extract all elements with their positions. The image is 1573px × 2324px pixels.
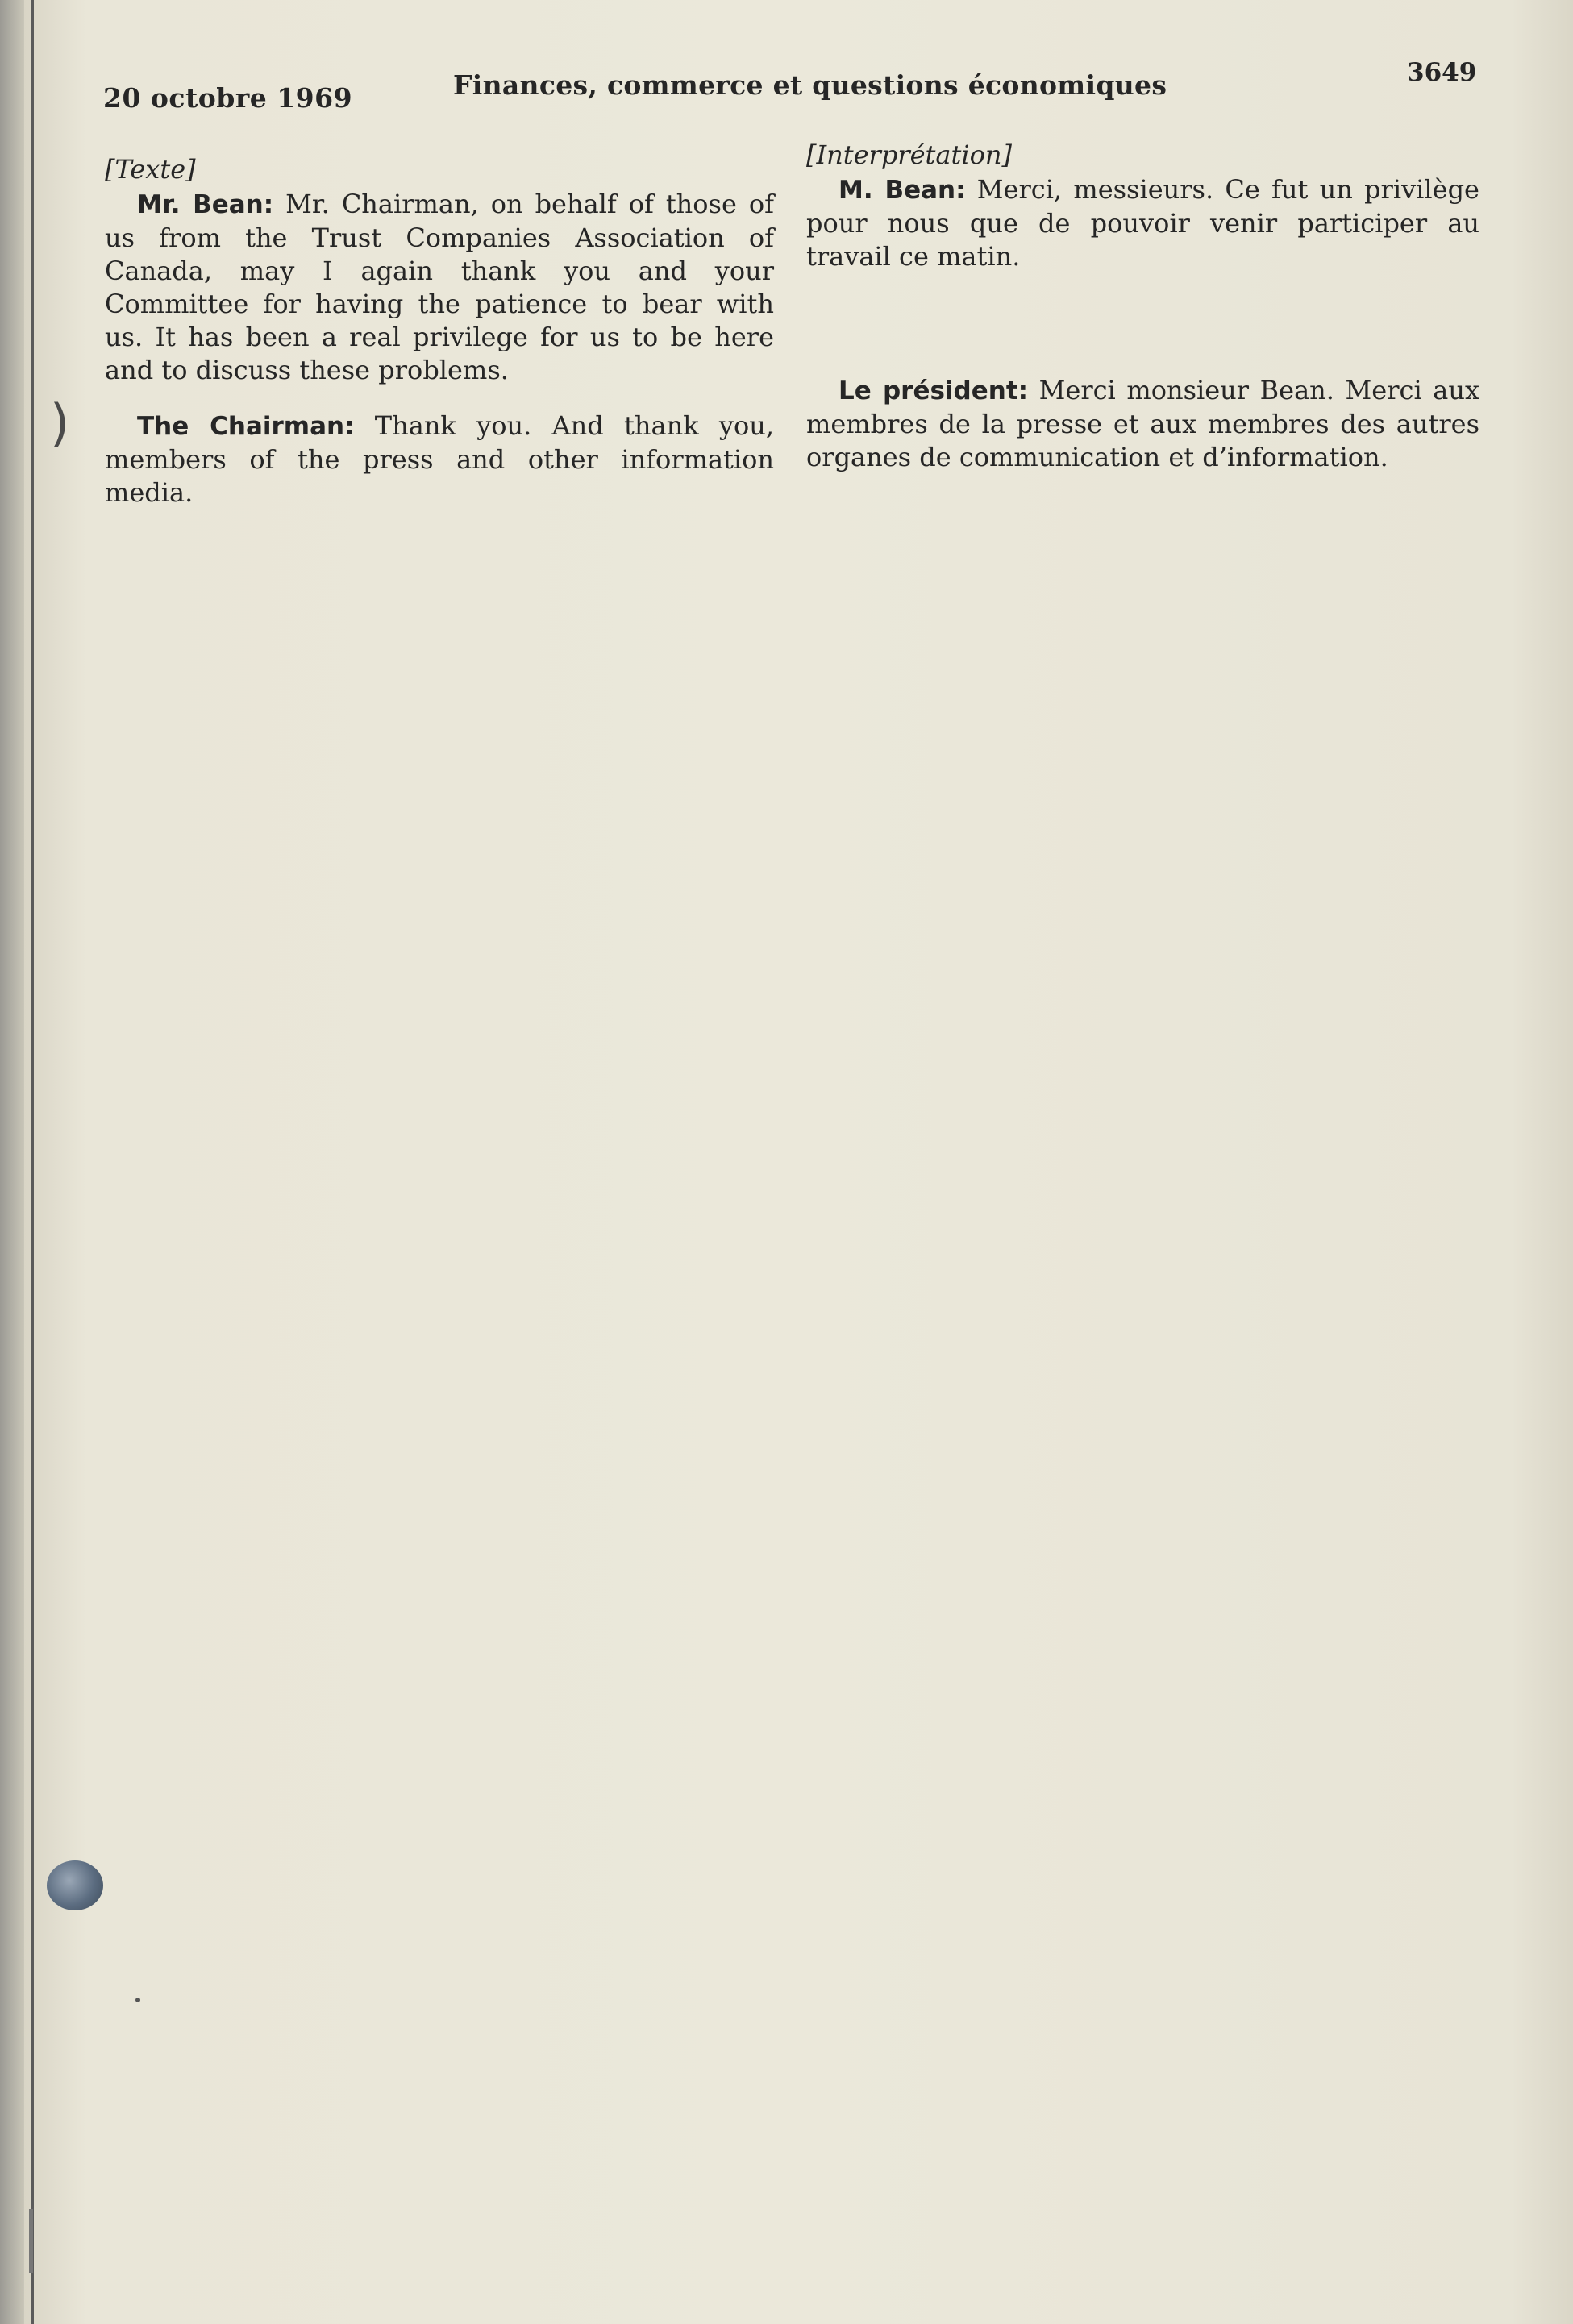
text-mr-bean: Mr. Chairman, on behalf of those of us from the Trust Companies Association of Canada, may I again thank you and your Committee for having the patience to bear with us. It has been a real privilege for us to be here and to discuss these problems. (105, 189, 775, 385)
section-label-texte: [Texte] (105, 154, 196, 185)
binding-mark (29, 2209, 33, 2273)
speaker-mr-bean: Mr. Bean: (137, 190, 274, 219)
left-column (105, 153, 774, 509)
header-title: Finances, commerce et questions économiques (453, 69, 1167, 101)
section-label-interpretation: [Interprétation] (806, 139, 1012, 170)
paragraph-chairman (105, 410, 774, 509)
paragraph-m-bean (806, 173, 1479, 273)
page-number: 3649 (1407, 58, 1477, 87)
text-president: Merci monsieur Bean. Merci aux membres de la presse et aux membres des autres organes de communication et d’information. (806, 375, 1480, 472)
binding-line (31, 0, 34, 2324)
text-m-bean: Merci, messieurs. Ce fut un privilège pour nous que de pouvoir venir participer au travail ce matin. (806, 174, 1479, 272)
speaker-chairman: The Chairman: (137, 412, 355, 441)
text-chairman: Thank you. And thank you, members of the press and other information media. (105, 410, 775, 508)
margin-bracket-mark: ) (50, 393, 70, 452)
speaker-m-bean: M. Bean: (839, 176, 966, 205)
binding-shadow (0, 0, 24, 2324)
paragraph-president (806, 374, 1479, 474)
paragraph-mr-bean (105, 188, 774, 387)
ink-dot (135, 1998, 140, 2002)
header-date: 20 octobre 1969 (103, 82, 353, 114)
speaker-president: Le président: (839, 376, 1029, 405)
punch-hole (47, 1860, 103, 1910)
right-column (806, 139, 1479, 474)
